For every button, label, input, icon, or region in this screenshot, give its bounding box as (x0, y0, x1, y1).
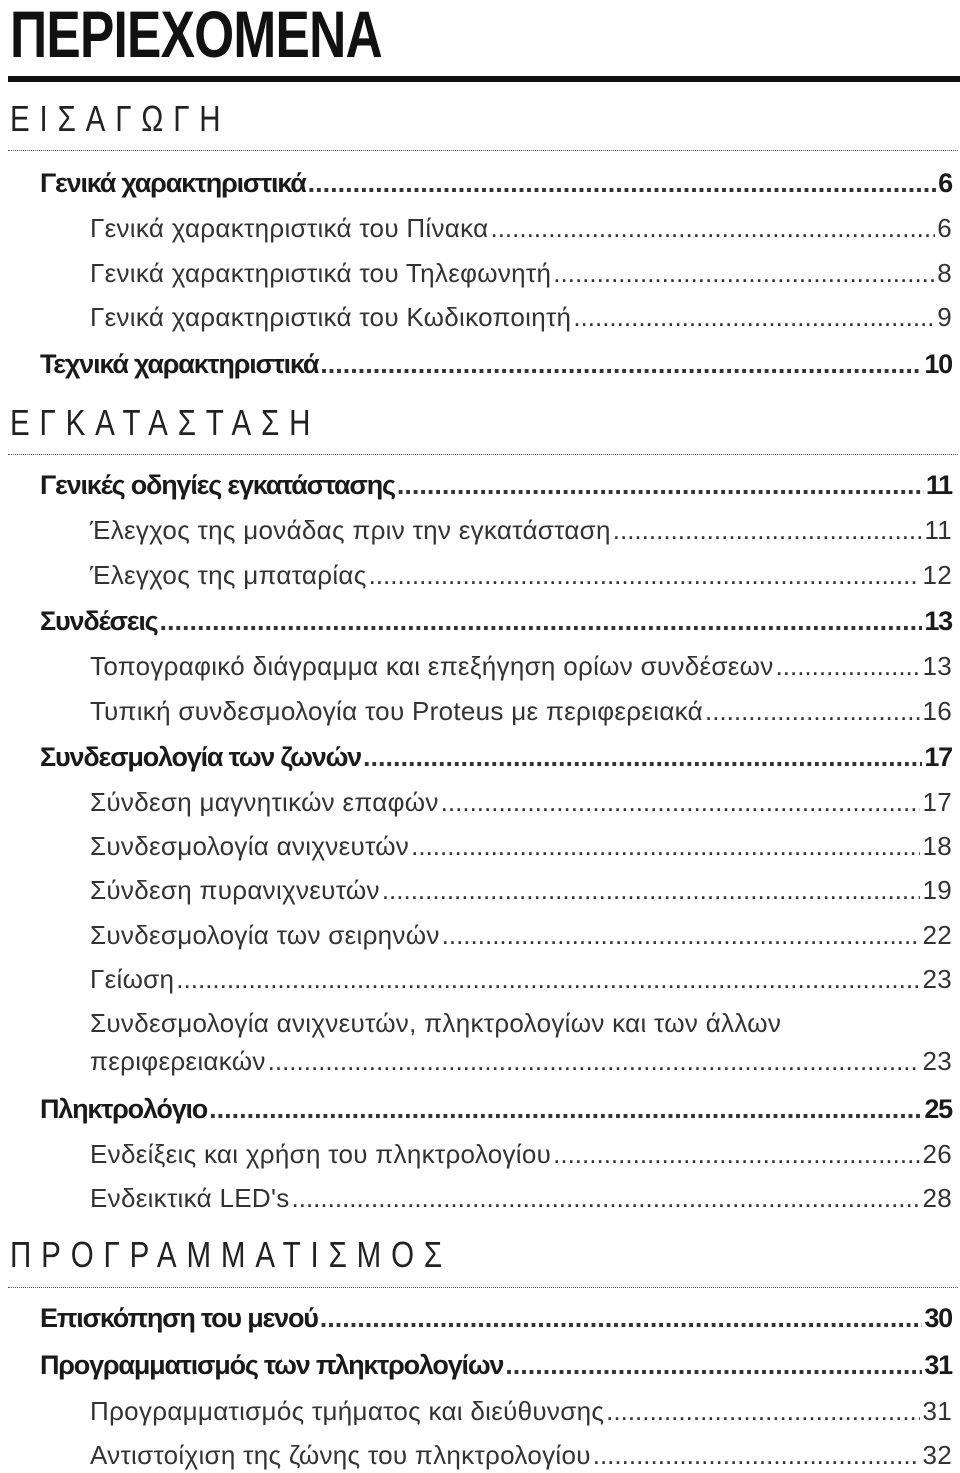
leader-dots (369, 560, 921, 591)
entry-page: 6 (938, 168, 952, 198)
entry-page: 17 (922, 787, 952, 817)
leader-dots (441, 787, 921, 818)
toc-entry[interactable] (40, 606, 952, 637)
entry-page: 30 (924, 1303, 952, 1333)
section-rule (8, 1287, 958, 1288)
toc-entry[interactable] (90, 831, 952, 862)
entry-label: Συνδεσμολογία των σειρηνών (90, 920, 440, 950)
leader-dots (505, 1350, 922, 1381)
entry-page: 28 (922, 1183, 952, 1213)
leader-dots (209, 1094, 922, 1125)
toc-entry[interactable] (40, 168, 952, 199)
toc-entry[interactable] (40, 1094, 952, 1125)
leader-dots (308, 168, 937, 199)
section-heading: ΕΙΣΑΓΩΓΗ (10, 98, 231, 139)
toc-entry[interactable] (90, 1139, 952, 1170)
entry-page: 31 (924, 1350, 952, 1380)
entry-label: Τεχνικά χαρακτηριστικά (40, 349, 319, 379)
leader-dots (606, 1396, 920, 1427)
toc-entry[interactable] (90, 964, 952, 995)
section-rule (8, 454, 958, 455)
leader-dots (320, 349, 922, 380)
toc-entry[interactable] (90, 920, 952, 951)
entry-label: Γενικές οδηγίες εγκατάστασης (40, 470, 395, 500)
entry-page: 12 (922, 560, 952, 590)
leader-dots (593, 1440, 921, 1471)
entry-label: Γενικά χαρακτηριστικά (40, 168, 306, 198)
entry-label: Γείωση (90, 964, 175, 994)
entry-label: Επισκόπηση του μενού (40, 1303, 318, 1333)
leader-dots (490, 213, 935, 244)
leader-dots (363, 742, 922, 773)
entry-page: 19 (922, 875, 952, 905)
leader-dots (573, 302, 935, 333)
section-heading: ΠΡΟΓΡΑΜΜΑΤΙΣΜΟΣ (10, 1234, 452, 1275)
toc-entry[interactable] (90, 1396, 952, 1427)
entry-label: Έλεγχος της μονάδας πριν την εγκατάσταση (90, 515, 611, 545)
toc-entry[interactable] (40, 470, 952, 501)
toc-entry[interactable] (90, 302, 952, 333)
entry-label: Ενδείξεις και χρήση του πληκτρολογίου (90, 1139, 552, 1169)
entry-page: 17 (924, 742, 952, 772)
entry-label: Τυπική συνδεσμολογία του Proteus με περιφερειακά (90, 696, 703, 726)
entry-page: 32 (922, 1440, 952, 1470)
entry-page: 8 (937, 258, 952, 288)
toc-entry[interactable] (90, 1183, 952, 1214)
entry-page: 23 (922, 964, 952, 994)
leader-dots (553, 258, 935, 289)
entry-label: Προγραμματισμός των πληκτρολογίων (40, 1350, 504, 1380)
leader-dots (320, 1303, 923, 1334)
entry-label: Προγραμματισμός τμήματος και διεύθυνσης (90, 1396, 605, 1426)
entry-label: Αντιστοίχιση της ζώνης του πληκτρολογίου (90, 1440, 591, 1470)
toc-entry[interactable] (90, 258, 952, 289)
entry-page: 23 (922, 1046, 952, 1076)
entry-page: 26 (922, 1139, 952, 1169)
entry-page: 18 (922, 831, 952, 861)
toc-title: ΠΕΡΙΕΧΟΜΕΝΑ (10, 0, 382, 71)
entry-page: 25 (924, 1094, 952, 1124)
entry-page: 31 (922, 1396, 952, 1426)
entry-page: 11 (925, 470, 952, 500)
toc-entry[interactable] (40, 1350, 952, 1381)
toc-entry[interactable] (90, 1440, 952, 1471)
toc-entry[interactable] (90, 213, 952, 244)
toc-entry[interactable] (40, 1303, 952, 1334)
toc-entry[interactable] (90, 1046, 952, 1077)
toc-entry[interactable] (90, 875, 952, 906)
entry-page: 6 (937, 213, 952, 243)
leader-dots (160, 606, 923, 637)
leader-dots (292, 1183, 921, 1214)
entry-label: Γενικά χαρακτηριστικά του Κωδικοποιητή (90, 302, 572, 332)
leader-dots (776, 651, 921, 682)
entry-page: 9 (937, 302, 952, 332)
entry-page: 16 (922, 696, 952, 726)
section-rule (8, 150, 958, 151)
entry-page: 11 (924, 515, 952, 545)
entry-label: Συνδέσεις (40, 606, 158, 636)
section-heading: ΕΓΚΑΤΑΣΤΑΣΗ (10, 402, 321, 443)
leader-dots (613, 515, 923, 546)
entry-label: Γενικά χαρακτηριστικά του Τηλεφωνητή (90, 258, 552, 288)
entry-label: Τοπογραφικό διάγραμμα και επεξήγηση ορίων συνδέσεων (90, 651, 774, 681)
leader-dots (268, 1046, 921, 1077)
entry-page: 13 (922, 651, 952, 681)
leader-dots (176, 964, 920, 995)
toc-entry[interactable] (90, 560, 952, 591)
title-rule (8, 76, 960, 82)
toc-entry[interactable] (40, 349, 952, 380)
entry-label: Ενδεικτικά LED's (90, 1183, 290, 1213)
entry-label: Συνδεσμολογία των ζωνών (40, 742, 361, 772)
toc-entry[interactable] (90, 696, 952, 727)
entry-page: 13 (924, 606, 952, 636)
entry-label: περιφερειακών (90, 1046, 266, 1076)
toc-entry[interactable] (40, 742, 952, 773)
entry-page: 10 (924, 349, 952, 379)
leader-dots (553, 1139, 920, 1170)
toc-entry[interactable] (90, 651, 952, 682)
leader-dots (397, 470, 924, 501)
entry-label: Σύνδεση μαγνητικών επαφών (90, 787, 439, 817)
toc-entry[interactable] (90, 515, 952, 546)
entry-label-line1: Συνδεσμολογία ανιχνευτών, πληκτρολογίων και των άλλων (90, 1008, 782, 1038)
leader-dots (442, 920, 921, 951)
entry-label: Γενικά χαρακτηριστικά του Πίνακα (90, 213, 489, 243)
entry-page: 22 (922, 920, 952, 950)
entry-label: Συνδεσμολογία ανιχνευτών (90, 831, 410, 861)
leader-dots (411, 831, 920, 862)
leader-dots (705, 696, 921, 727)
leader-dots (382, 875, 921, 906)
entry-label: Πληκτρολόγιο (40, 1094, 208, 1124)
toc-entry[interactable] (90, 787, 952, 818)
entry-label: Έλεγχος της μπαταρίας (90, 560, 367, 590)
entry-label: Σύνδεση πυρανιχνευτών (90, 875, 380, 905)
